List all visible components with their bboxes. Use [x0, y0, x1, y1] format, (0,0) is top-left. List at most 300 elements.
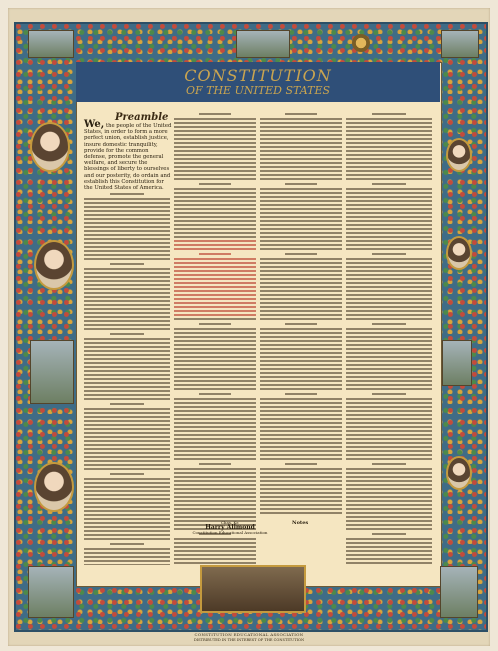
text-line: [260, 480, 342, 482]
text-line: [260, 142, 342, 144]
text-line: [199, 183, 232, 185]
text-line: [84, 478, 170, 480]
text-line: [174, 430, 256, 432]
text-line: [260, 356, 342, 358]
text-line: [346, 458, 432, 460]
header-title: CONSTITUTION: [184, 66, 332, 85]
text-line: [346, 438, 432, 440]
text-line: [174, 318, 256, 320]
text-line: [174, 212, 256, 214]
text-line: [84, 258, 170, 260]
text-line: [346, 332, 432, 334]
text-line: [260, 398, 342, 400]
top-left-vignette: [28, 30, 74, 58]
text-line: [285, 183, 318, 185]
text-line: [260, 418, 342, 420]
text-line: [260, 188, 342, 190]
text-line: [346, 298, 432, 300]
text-line: [174, 232, 256, 234]
text-line: [84, 280, 170, 282]
text-line: [260, 126, 342, 128]
text-line: [260, 468, 342, 470]
text-line: [174, 278, 256, 280]
text-column-3: [260, 110, 342, 515]
text-line: [84, 206, 170, 208]
text-line: [346, 166, 432, 168]
preamble-dropcap: We,: [84, 119, 105, 130]
text-line: [346, 150, 432, 152]
text-line: [346, 356, 432, 358]
text-line: [346, 344, 432, 346]
left-battle-scene: [30, 340, 74, 404]
text-line: [346, 224, 432, 226]
text-line: [174, 558, 256, 560]
portrait-left-2: [34, 240, 74, 290]
text-line: [346, 562, 432, 564]
text-line: [346, 258, 432, 260]
text-line: [84, 300, 170, 302]
text-line: [84, 354, 170, 356]
text-line: [84, 530, 170, 532]
text-line: [260, 504, 342, 506]
text-line: [260, 512, 342, 514]
text-line: [346, 402, 432, 404]
text-line: [174, 418, 256, 420]
text-line: [346, 520, 432, 522]
text-line: [346, 154, 432, 156]
text-line: [84, 362, 170, 364]
text-line: [260, 472, 342, 474]
text-line: [84, 522, 170, 524]
text-line: [346, 388, 432, 390]
text-line: [174, 236, 256, 238]
credit-line-2: Constitution Educational Association: [192, 530, 268, 535]
text-line: [346, 496, 432, 498]
text-column-2: [174, 110, 256, 565]
text-line: [84, 382, 170, 384]
text-line: [372, 463, 406, 465]
text-line: [346, 492, 432, 494]
text-line: [174, 290, 256, 292]
text-line: [260, 306, 342, 308]
text-line: [260, 384, 342, 386]
text-line: [84, 556, 170, 558]
text-line: [174, 314, 256, 316]
text-line: [346, 306, 432, 308]
text-line: [260, 360, 342, 362]
text-line: [346, 528, 432, 530]
text-line: [260, 200, 342, 202]
text-line: [174, 360, 256, 362]
text-line: [174, 426, 256, 428]
text-line: [372, 533, 406, 535]
text-line: [199, 463, 232, 465]
text-line: [84, 268, 170, 270]
text-line: [110, 403, 144, 405]
text-line: [84, 436, 170, 438]
text-line: [110, 193, 144, 195]
text-line: [260, 178, 342, 180]
text-line: [84, 424, 170, 426]
text-line: [346, 500, 432, 502]
text-line: [174, 348, 256, 350]
text-line: [260, 196, 342, 198]
text-line: [174, 204, 256, 206]
text-line: [84, 324, 170, 326]
text-line: [84, 502, 170, 504]
text-line: [84, 378, 170, 380]
text-line: [346, 200, 432, 202]
text-line: [174, 216, 256, 218]
text-line: [260, 274, 342, 276]
text-line: [260, 158, 342, 160]
text-line: [174, 142, 256, 144]
text-line: [110, 473, 144, 475]
text-line: [346, 262, 432, 264]
text-line: [174, 166, 256, 168]
text-line: [84, 460, 170, 462]
text-line: [84, 440, 170, 442]
text-line: [346, 302, 432, 304]
portrait-left-3: [34, 462, 74, 512]
text-line: [174, 192, 256, 194]
text-line: [84, 242, 170, 244]
text-line: [110, 333, 144, 335]
text-line: [174, 270, 256, 272]
text-line: [346, 240, 432, 242]
text-line: [260, 458, 342, 460]
text-line: [84, 254, 170, 256]
text-line: [174, 434, 256, 436]
text-line: [260, 244, 342, 246]
text-line: [84, 494, 170, 496]
text-line: [346, 422, 432, 424]
top-right-vignette: [441, 30, 479, 58]
text-line: [346, 336, 432, 338]
text-line: [346, 244, 432, 246]
text-line: [174, 286, 256, 288]
text-line: [260, 446, 342, 448]
text-line: [174, 480, 256, 482]
text-line: [174, 538, 256, 540]
text-line: [174, 554, 256, 556]
text-line: [199, 113, 232, 115]
preamble-body: the people of the United States, in order to form a more perfect union, establish justice, insure domestic tranquility, provide for the common defense, promote the general welfare, and secure the blessings of liberty to ourselves and our posterity, do ordain and establish this Constitution for the United States of America.: [84, 123, 172, 192]
text-line: [260, 340, 342, 342]
text-line: [346, 376, 432, 378]
text-line: [260, 278, 342, 280]
text-line: [260, 286, 342, 288]
text-line: [84, 394, 170, 396]
text-line: [260, 352, 342, 354]
text-line: [285, 113, 318, 115]
text-line: [199, 393, 232, 395]
text-line: [346, 248, 432, 250]
text-line: [260, 422, 342, 424]
text-line: [84, 342, 170, 344]
text-line: [174, 516, 256, 518]
text-line: [346, 410, 432, 412]
text-line: [174, 492, 256, 494]
text-line: [84, 552, 170, 554]
text-line: [174, 332, 256, 334]
text-line: [346, 192, 432, 194]
portrait-right-1: [446, 138, 472, 172]
text-line: [260, 170, 342, 172]
bottom-left-vignette: [28, 566, 74, 618]
text-line: [174, 414, 256, 416]
text-line: [285, 393, 318, 395]
text-line: [346, 406, 432, 408]
text-line: [174, 442, 256, 444]
text-line: [346, 516, 432, 518]
text-line: [346, 236, 432, 238]
text-line: [174, 118, 256, 120]
text-line: [346, 360, 432, 362]
text-line: [199, 253, 232, 255]
text-line: [174, 162, 256, 164]
text-line: [346, 170, 432, 172]
text-line: [84, 490, 170, 492]
text-line: [84, 386, 170, 388]
text-line: [84, 338, 170, 340]
text-line: [346, 274, 432, 276]
text-line: [346, 472, 432, 474]
text-line: [174, 454, 256, 456]
text-line: [260, 314, 342, 316]
text-line: [84, 312, 170, 314]
text-line: [346, 550, 432, 552]
text-line: [260, 204, 342, 206]
text-line: [174, 488, 256, 490]
text-line: [346, 310, 432, 312]
text-line: [84, 416, 170, 418]
text-line: [84, 468, 170, 470]
text-line: [260, 368, 342, 370]
text-line: [260, 414, 342, 416]
text-line: [84, 428, 170, 430]
text-line: [260, 240, 342, 242]
text-line: [84, 514, 170, 516]
text-line: [84, 346, 170, 348]
text-line: [174, 372, 256, 374]
text-line: [372, 393, 406, 395]
constitution-header: [76, 62, 440, 102]
text-line: [372, 323, 406, 325]
text-line: [260, 192, 342, 194]
text-line: [260, 262, 342, 264]
text-line: [346, 278, 432, 280]
text-line: [174, 472, 256, 474]
text-line: [174, 134, 256, 136]
text-line: [84, 226, 170, 228]
text-line: [346, 454, 432, 456]
text-line: [174, 220, 256, 222]
text-line: [346, 372, 432, 374]
text-line: [199, 323, 232, 325]
portrait-right-3: [446, 456, 472, 490]
text-line: [84, 408, 170, 410]
credit-block: [190, 520, 270, 535]
text-line: [84, 230, 170, 232]
text-line: [346, 286, 432, 288]
text-line: [260, 302, 342, 304]
text-line: [346, 468, 432, 470]
text-line: [346, 434, 432, 436]
text-line: [260, 372, 342, 374]
text-line: [174, 376, 256, 378]
text-line: [346, 196, 432, 198]
text-line: [346, 318, 432, 320]
text-line: [346, 126, 432, 128]
text-line: [346, 216, 432, 218]
text-line: [346, 122, 432, 124]
text-line: [84, 452, 170, 454]
text-line: [346, 368, 432, 370]
text-line: [84, 292, 170, 294]
text-line: [174, 398, 256, 400]
text-line: [346, 208, 432, 210]
text-line: [260, 402, 342, 404]
text-line: [84, 390, 170, 392]
text-line: [84, 538, 170, 540]
text-line: [260, 454, 342, 456]
footer-title: CONSTITUTION EDUCATIONAL ASSOCIATION: [194, 632, 304, 637]
text-line: [174, 368, 256, 370]
text-line: [174, 504, 256, 506]
text-line: [174, 500, 256, 502]
text-line: [84, 246, 170, 248]
text-line: [174, 188, 256, 190]
text-line: [84, 272, 170, 274]
text-line: [174, 336, 256, 338]
text-line: [346, 328, 432, 330]
portrait-washington: [30, 122, 70, 172]
text-line: [84, 548, 170, 550]
text-line: [174, 402, 256, 404]
text-line: [346, 418, 432, 420]
text-line: [174, 328, 256, 330]
text-line: [174, 364, 256, 366]
text-line: [260, 336, 342, 338]
text-line: [260, 442, 342, 444]
bottom-right-vignette: [440, 566, 478, 618]
text-line: [174, 476, 256, 478]
text-line: [174, 550, 256, 552]
text-line: [372, 113, 406, 115]
text-line: [174, 130, 256, 132]
text-line: [285, 323, 318, 325]
text-line: [260, 150, 342, 152]
top-center-vignette: [236, 30, 290, 58]
text-line: [174, 126, 256, 128]
text-line: [260, 270, 342, 272]
text-line: [174, 154, 256, 156]
text-line: [346, 484, 432, 486]
text-line: [174, 406, 256, 408]
text-line: [174, 512, 256, 514]
text-line: [346, 450, 432, 452]
text-line: [346, 558, 432, 560]
text-line: [346, 414, 432, 416]
text-line: [346, 232, 432, 234]
text-line: [346, 146, 432, 148]
text-line: [346, 212, 432, 214]
text-line: [84, 464, 170, 466]
text-line: [174, 200, 256, 202]
text-line: [346, 130, 432, 132]
text-line: [346, 488, 432, 490]
text-line: [84, 296, 170, 298]
text-line: [260, 290, 342, 292]
text-line: [346, 430, 432, 432]
text-line: [84, 498, 170, 500]
text-line: [372, 183, 406, 185]
text-line: [260, 216, 342, 218]
text-line: [260, 318, 342, 320]
text-line: [174, 562, 256, 564]
text-line: [174, 508, 256, 510]
footer-subtitle: DISTRIBUTED IN THE INTEREST OF THE CONSTITUTION: [193, 638, 305, 642]
text-line: [260, 122, 342, 124]
text-line: [174, 546, 256, 548]
text-line: [174, 258, 256, 260]
text-line: [174, 178, 256, 180]
signing-scene: [200, 565, 306, 613]
text-line: [346, 398, 432, 400]
text-line: [174, 438, 256, 440]
text-line: [260, 450, 342, 452]
text-line: [346, 554, 432, 556]
text-line: [84, 482, 170, 484]
text-line: [260, 310, 342, 312]
text-line: [174, 208, 256, 210]
text-line: [84, 350, 170, 352]
text-line: [174, 224, 256, 226]
text-line: [84, 412, 170, 414]
text-line: [346, 476, 432, 478]
text-line: [84, 202, 170, 204]
text-line: [84, 328, 170, 330]
text-line: [174, 274, 256, 276]
text-line: [260, 364, 342, 366]
text-line: [174, 468, 256, 470]
text-line: [346, 504, 432, 506]
text-line: [260, 294, 342, 296]
text-line: [346, 142, 432, 144]
text-line: [84, 316, 170, 318]
text-line: [260, 258, 342, 260]
text-line: [174, 484, 256, 486]
text-line: [346, 512, 432, 514]
text-line: [346, 480, 432, 482]
text-line: [346, 314, 432, 316]
right-figure-scene: [442, 340, 472, 386]
text-line: [260, 388, 342, 390]
text-line: [346, 542, 432, 544]
text-line: [84, 308, 170, 310]
text-line: [346, 426, 432, 428]
text-line: [372, 253, 406, 255]
text-line: [346, 294, 432, 296]
text-line: [346, 266, 432, 268]
text-line: [346, 134, 432, 136]
text-line: [174, 356, 256, 358]
text-line: [84, 448, 170, 450]
text-line: [346, 220, 432, 222]
text-line: [285, 253, 318, 255]
text-line: [346, 204, 432, 206]
